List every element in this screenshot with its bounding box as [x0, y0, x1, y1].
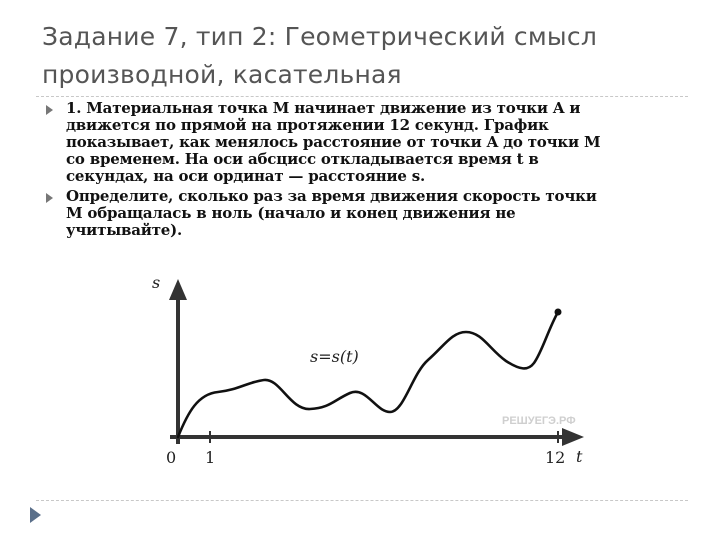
distance-curve [178, 312, 558, 437]
x-axis-arrowhead-icon [562, 428, 584, 446]
slide-title: Задание 7, тип 2: Геометрический смысл производной, касательная [42, 22, 597, 89]
bullet-question [44, 188, 684, 239]
tick-label-0: 0 [166, 448, 177, 467]
arrowhead-bullet-icon [46, 193, 53, 203]
y-axis-arrowhead-icon [169, 279, 187, 300]
navigation-arrow-icon[interactable] [30, 507, 41, 523]
bullet-text: Определите, сколько раз за время движения скорость точки M обращалась в ноль (начало и конец движения не учитывайте). [66, 187, 597, 239]
title-divider [36, 96, 688, 97]
footer-divider [36, 500, 688, 501]
bullet-problem-statement [44, 100, 684, 185]
tick-label-1: 1 [205, 448, 216, 467]
x-axis-label: t [576, 447, 583, 466]
distance-time-graph [140, 272, 600, 472]
bullet-list [44, 100, 684, 242]
curve-label: s=s(t) [310, 347, 359, 366]
bullet-text: 1. Материальная точка M начинает движение из точки A и движется по прямой на протяжении 12 секунд. График показывает, как менялось расстояние от точки A до точки M со временем. На оси абсцисс откладывается время t в секундах, на оси ординат — расстояние s. [66, 99, 601, 185]
y-axis-label: s [152, 273, 161, 292]
arrowhead-bullet-icon [46, 105, 53, 115]
tick-label-12: 12 [545, 448, 566, 467]
watermark: РЕШУЕГЭ.РФ [502, 415, 576, 427]
curve-endpoint [555, 309, 562, 316]
